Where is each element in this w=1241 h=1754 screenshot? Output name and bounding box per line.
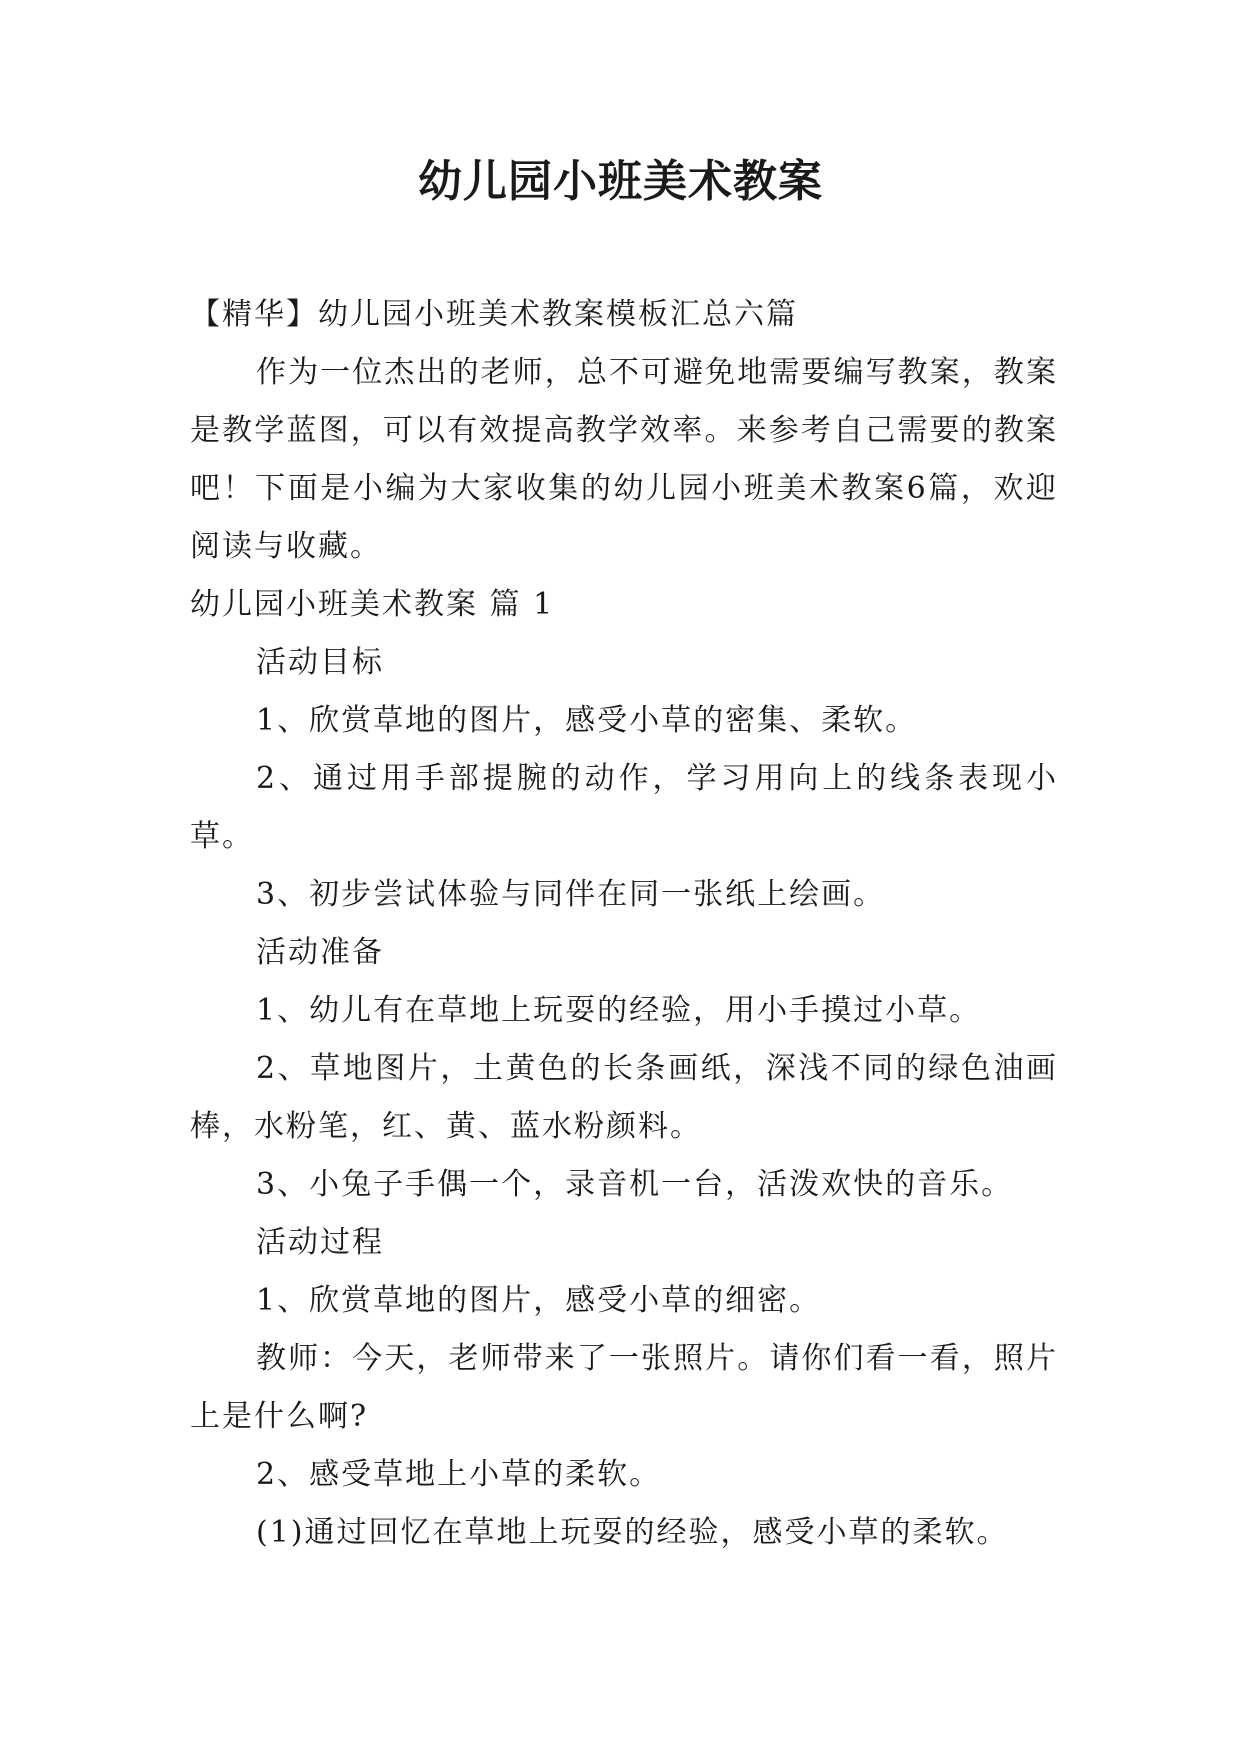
paragraph-intro: 作为一位杰出的老师，总不可避免地需要编写教案，教案是教学蓝图，可以有效提高教学效率。来参考自己需要的教案吧！下面是小编为大家收集的幼儿园小班美术教案6篇，欢迎阅读与收藏。 [190,355,1058,564]
paragraph-process-1: 1、欣赏草地的图片，感受小草的细密。 [256,1283,822,1318]
paragraph-process-2-1: (1)通过回忆在草地上玩耍的经验，感受小草的柔软。 [256,1515,1009,1550]
document-title: 幼儿园小班美术教案 [418,156,823,207]
paragraph-prep-1: 1、幼儿有在草地上玩耍的经验，用小手摸过小草。 [256,993,982,1028]
paragraph-heading-prep: 活动准备 [256,935,384,970]
paragraph-heading-goals: 活动目标 [256,645,384,680]
paragraph-goal-1: 1、欣赏草地的图片，感受小草的密集、柔软。 [256,703,918,738]
paragraph-goal-2: 2、通过用手部提腕的动作，学习用向上的线条表现小草。 [190,761,1058,854]
paragraph-prep-2: 2、草地图片，土黄色的长条画纸，深浅不同的绿色油画棒，水粉笔，红、黄、蓝水粉颜料。 [190,1051,1058,1144]
paragraph-goal-3: 3、初步尝试体验与同伴在同一张纸上绘画。 [256,877,886,912]
paragraph-prep-3: 3、小兔子手偶一个，录音机一台，活泼欢快的音乐。 [256,1167,1014,1202]
section-heading: 幼儿园小班美术教案 篇 1 [190,587,555,622]
paragraph-teacher: 教师：今天，老师带来了一张照片。请你们看一看，照片上是什么啊? [190,1341,1058,1434]
paragraph-subtitle: 【精华】幼儿园小班美术教案模板汇总六篇 [190,297,798,332]
paragraph-heading-process: 活动过程 [256,1225,384,1260]
document-body [190,286,1058,1562]
paragraph-process-2: 2、感受草地上小草的柔软。 [256,1457,662,1492]
